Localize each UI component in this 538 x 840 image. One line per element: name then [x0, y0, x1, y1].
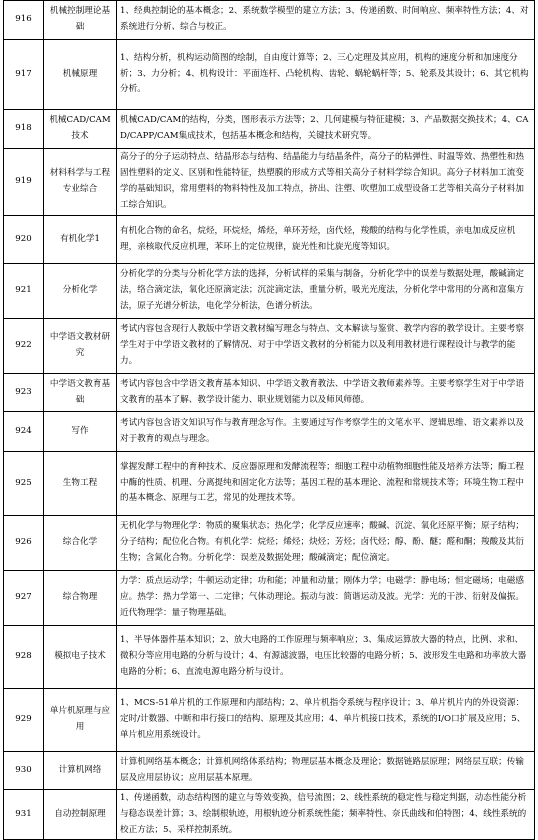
course-name: 生物工程: [44, 452, 117, 516]
table-row: [4, 216, 535, 264]
table-row: [4, 319, 535, 374]
course-code: 923: [4, 374, 44, 412]
course-name: 计算机网络: [44, 752, 117, 790]
table-row: [4, 452, 535, 516]
course-name: 中学语文教育基础: [44, 374, 117, 412]
course-description: 无机化学与物理化学：物质的聚集状态；热化学；化学反应速率；酸碱、沉淀、氧化还原平衡；原子结构；分子结构；配位化合物。有机化学：烷烃；烯烃；炔烃；芳烃；卤代烃；醇、酚、醚；醛和酮；羧酸及其衍生物；含氮化合物。分析化学：误差及数据处理；酸碱滴定；配位滴定。: [117, 516, 535, 571]
table-row: [4, 689, 535, 752]
course-name: 材料科学与工程专业综合: [44, 149, 117, 216]
course-name: 综合化学: [44, 516, 117, 571]
course-description: 1、经典控制论的基本概念；2、系统数学模型的建立方法；3、传递函数、时间响应、频率特性方法；4、对系统进行分析、综合与校正。: [117, 1, 535, 40]
course-name: 有机化学1: [44, 216, 117, 264]
table-row: [4, 374, 535, 412]
course-description: 1、传递函数，动态结构图的建立与等效变换，信号流图；2、线性系统的稳定性与稳定判据，动态性能分析与稳态误差计算；3、绘制根轨迹，用根轨迹分析系统性能；频率特性、奈氏曲线和伯特图；4、线性系统的校正方法；5、采样控制系统。: [117, 790, 535, 840]
course-name: 机械原理: [44, 40, 117, 110]
table-row: [4, 149, 535, 216]
course-code: 929: [4, 689, 44, 752]
table-row: [4, 264, 535, 319]
course-description: 考试内容包含中学语文教育基本知识、中学语文教育教法、中学语文教师素养等。主要考察学生对于中学语文教育的基本了解、教学设计能力、职业规划能力以及师风师德。: [117, 374, 535, 412]
course-description: 掌握发酵工程中的育种技术、反应器原理和发酵流程等；细胞工程中动植物细胞性能及培养方法等；酶工程中酶的性质、机理、分离提纯和固定化方法等；基因工程的基本理论、流程和常规技术等；环境生物工程中的基本概念、原理与工艺，常见的处理技术等。: [117, 452, 535, 516]
course-description: 有机化合物的命名，烷烃，环烷烃，烯烃，单环芳烃，卤代烃，羧酸的结构与化学性质，亲电加成反应机理，亲核取代反应机理，苯环上的定位规律，旋光性和比旋光度等知识。: [117, 216, 535, 264]
course-description: 1、结构分析，机构运动简图的绘制，自由度计算等；2、三心定理及其应用，机构的速度分析和加速度分析；3、力分析；4、机构设计：平面连杆、凸轮机构、齿轮、蜗轮蜗杆等；5、轮系及其设计；6、其它机构分析。: [117, 40, 535, 110]
course-description: 考试内容包含语文知识写作与教育理念写作。主要通过写作考察学生的文笔水平、逻辑思维、语文素养以及对于教育的观点与理念。: [117, 412, 535, 452]
course-name: 模拟电子技术: [44, 626, 117, 689]
course-name: 写作: [44, 412, 117, 452]
course-code: 924: [4, 412, 44, 452]
course-name: 机械控制理论基础: [44, 1, 117, 40]
course-name: 单片机原理与应用: [44, 689, 117, 752]
course-code: 926: [4, 516, 44, 571]
table-row: [4, 790, 535, 840]
course-code: 920: [4, 216, 44, 264]
course-description: 计算机网络基本概念；计算机网络体系结构；物理层基本概念及理论；数据链路层原理；网络层互联；传输层及应用层协议；应用层基本原理。: [117, 752, 535, 790]
table-row: [4, 1, 535, 40]
course-name: 中学语文教材研究: [44, 319, 117, 374]
course-description: 1、半导体器件基本知识；2、放大电路的工作原理与频率响应；3、集成运算放大器的特点，比例、求和、微积分等应用电路的分析与设计；4、有源滤波器，电压比较器的电路分析；5、波形发生电路和功率放大器电路的分析；6、直流电源电路分析与设计。: [117, 626, 535, 689]
table-row: [4, 626, 535, 689]
course-code: 919: [4, 149, 44, 216]
course-code: 927: [4, 571, 44, 626]
table-row: [4, 412, 535, 452]
course-code: 917: [4, 40, 44, 110]
course-code: 922: [4, 319, 44, 374]
course-code: 916: [4, 1, 44, 40]
course-code: 931: [4, 790, 44, 840]
course-description: 考试内容包含现行人教版中学语文教材编写理念与特点、文本解读与鉴赏、教学内容的教学设计。主要考察学生对于中学语文教材的了解情况、对于中学语文教材的分析能力以及利用教材进行课程设计与教学的能力。: [117, 319, 535, 374]
table-row: [4, 752, 535, 790]
course-description: 1、MCS-51单片机的工作原理和内部结构；2、单片机指令系统与程序设计；3、单片机片内的外设资源：定时/计数器、中断和串行接口的结构、原理及其应用；4、单片机接口技术，系统的I/O口扩展及应用；5、单片机应用系统设计。: [117, 689, 535, 752]
course-description: 分析化学的分类与分析化学方法的选择，分析试样的采集与制备，分析化学中的误差与数据处理，酸碱滴定法，络合滴定法，氧化还原滴定法；沉淀滴定法，重量分析，吸光光度法，分析化学中常用的分离和富集方法，原子光谱分析法，电化学分析法，色谱分析法。: [117, 264, 535, 319]
course-code: 921: [4, 264, 44, 319]
course-code: 918: [4, 110, 44, 149]
course-code: 928: [4, 626, 44, 689]
table-row: [4, 110, 535, 149]
course-code: 930: [4, 752, 44, 790]
course-name: 分析化学: [44, 264, 117, 319]
table-row: [4, 40, 535, 110]
syllabus-table: [3, 0, 535, 840]
course-description: 机械CAD/CAM的结构，分类，图形表示方法等；2、几何建模与特征建模；3、产品数据交换技术；4、CAD/CAPP/CAM集成技术，包括基本概念和结构，关键技术研究等。: [117, 110, 535, 149]
table-row: [4, 516, 535, 571]
course-name: 机械CAD/CAM技术: [44, 110, 117, 149]
course-name: 自动控制原理: [44, 790, 117, 840]
course-name: 综合物理: [44, 571, 117, 626]
course-description: 高分子的分子运动特点、结晶形态与结构、结晶能力与结晶条件，高分子的粘弹性、时温等效、热塑性和热固性塑料的定义、区别和性能特征，热塑膜的形成方式等相关高分子材料学综合知识。高分子材料加工流变学的基础知识，常用塑料的物料特性及加工特点，挤出、注塑、吹塑加工成型设备工艺等相关高分子材料加工综合知识。: [117, 149, 535, 216]
course-code: 925: [4, 452, 44, 516]
course-description: 力学：质点运动学；牛顿运动定律；功和能；冲量和动量；刚体力学；电磁学：静电场；恒定磁场；电磁感应。热学：热力学第一、二定律；气体动理论。振动与波：简谐运动及波。光学：光的干涉、衍射及偏振。近代物理学：量子物理基础。: [117, 571, 535, 626]
table-row: [4, 571, 535, 626]
